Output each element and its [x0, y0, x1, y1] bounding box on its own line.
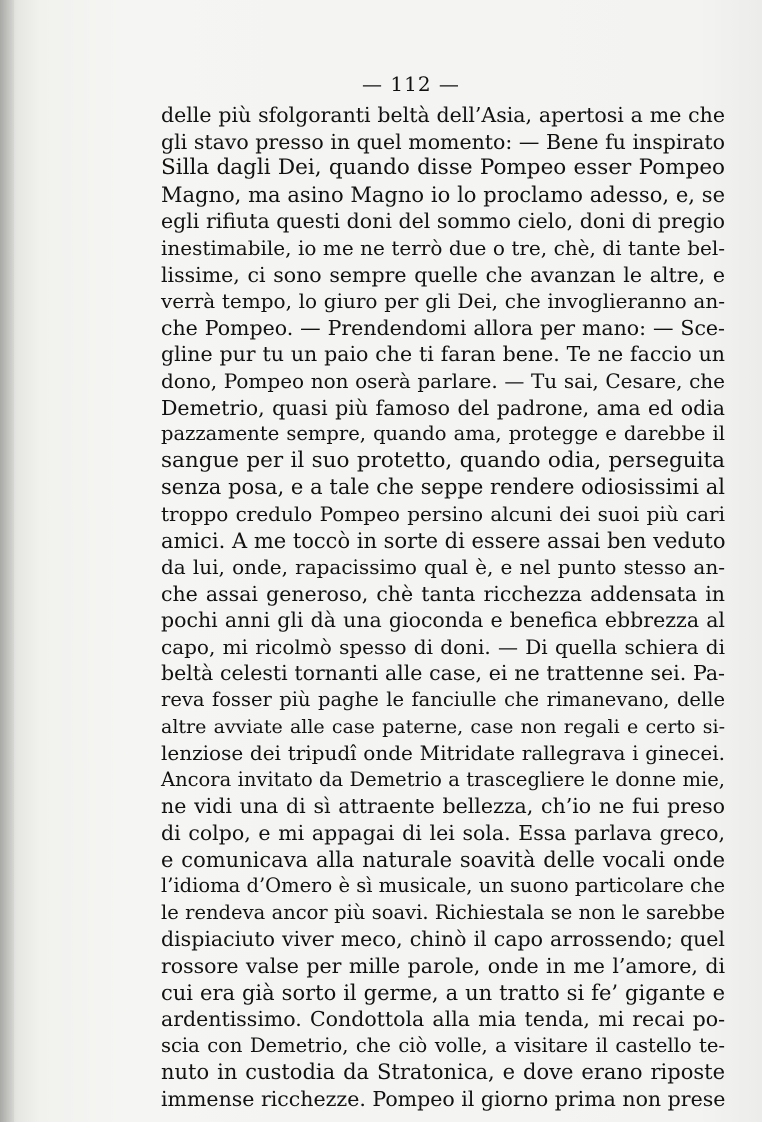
text-line: l’idioma d’Omero è sì musicale, un suono particolare che [161, 874, 725, 898]
body-text [161, 102, 725, 1113]
text-line: reva fosser più paghe le fanciulle che rimanevano, delle [161, 688, 725, 712]
text-line: ardentissimo. Condottola alla mia tenda, mi recai po- [161, 1007, 725, 1032]
text-line: Demetrio, quasi più famoso del padrone, ama ed odia [161, 395, 725, 420]
text-line: gline pur tu un paio che ti faran bene. Te ne faccio un [161, 342, 725, 367]
text-line: Magno, ma asino Magno io lo proclamo adesso, e, se [161, 182, 725, 207]
text-line: amici. A me toccò in sorte di essere assai ben veduto [161, 528, 726, 553]
text-line: troppo credulo Pompeo persino alcuni dei suoi più cari [161, 501, 725, 526]
text-line: verrà tempo, lo giuro per gli Dei, che invoglieranno an- [161, 289, 725, 314]
text-line: ne vidi una di sì attraente bellezza, ch’io ne fui preso [161, 794, 725, 819]
text-line: che Pompeo. — Prendendomi allora per mano: — Sce- [161, 315, 725, 340]
text-line: nuto in custodia da Stratonica, e dove erano riposte [161, 1060, 725, 1085]
text-line: pochi anni gli dà una gioconda e benefica ebbrezza al [161, 608, 725, 633]
text-line: immense ricchezze. Pompeo il giorno prima non prese [161, 1086, 726, 1111]
text-line: inestimabile, io me ne terrò due o tre, chè, di tante bel- [161, 235, 725, 260]
text-line: Silla dagli Dei, quando disse Pompeo esser Pompeo [161, 155, 725, 181]
text-line: gli stavo presso in quel momento: — Bene fu inspirato [161, 129, 725, 154]
text-line: rossore valse per mille parole, onde in me l’amore, di [161, 954, 725, 978]
text-line: sangue per il suo protetto, quando odia, perseguita [161, 447, 725, 473]
text-line: capo, mi ricolmò spesso di doni. — Di quella schiera di [161, 634, 725, 659]
text-line: le rendeva ancor più soavi. Richiestala se non le sarebbe [161, 900, 725, 924]
text-line: di colpo, e mi appagai di lei sola. Essa parlava greco, [161, 821, 725, 846]
text-line: delle più sfolgoranti beltà dell’Asia, apertosi a me che [161, 103, 725, 127]
text-line: dispiaciuto viver meco, chinò il capo arrossendo; quel [161, 927, 725, 952]
text-line: dono, Pompeo non oserà parlare. — Tu sai, Cesare, che [161, 368, 725, 393]
text-line: da lui, onde, rapacissimo qual è, e nel punto stesso an- [161, 555, 725, 580]
text-line: beltà celesti tornanti alle case, ei ne trattenne sei. Pa- [161, 661, 725, 686]
text-line: cui era già sorto il germe, a un tratto si fe’ gigante e [161, 980, 725, 1005]
page-number: — 112 — [362, 72, 460, 96]
text-line: altre avviate alle case paterne, case non regali e certo si- [161, 715, 725, 738]
text-line: pazzamente sempre, quando ama, protegge e darebbe il [161, 422, 725, 446]
text-line: scia con Demetrio, che ciò volle, a visitare il castello te- [161, 1033, 725, 1057]
text-line: lissime, ci sono sempre quelle che avanzan le altre, e [161, 262, 725, 287]
text-line: egli rifiuta questi doni del sommo cielo, doni di pregio [161, 209, 725, 234]
text-line: senza posa, e a tale che seppe rendere odiosissimi al [161, 475, 725, 500]
text-line: lenziose dei tripudî onde Mitridate rallegrava i ginecei. [161, 741, 725, 766]
text-line: e comunicava alla naturale soavità delle vocali onde [161, 847, 725, 872]
page-binding-shadow [0, 0, 14, 1122]
text-line: che assai generoso, chè tanta ricchezza addensata in [161, 581, 725, 606]
text-line: Ancora invitato da Demetrio a trascegliere le donne mie, [161, 767, 725, 791]
